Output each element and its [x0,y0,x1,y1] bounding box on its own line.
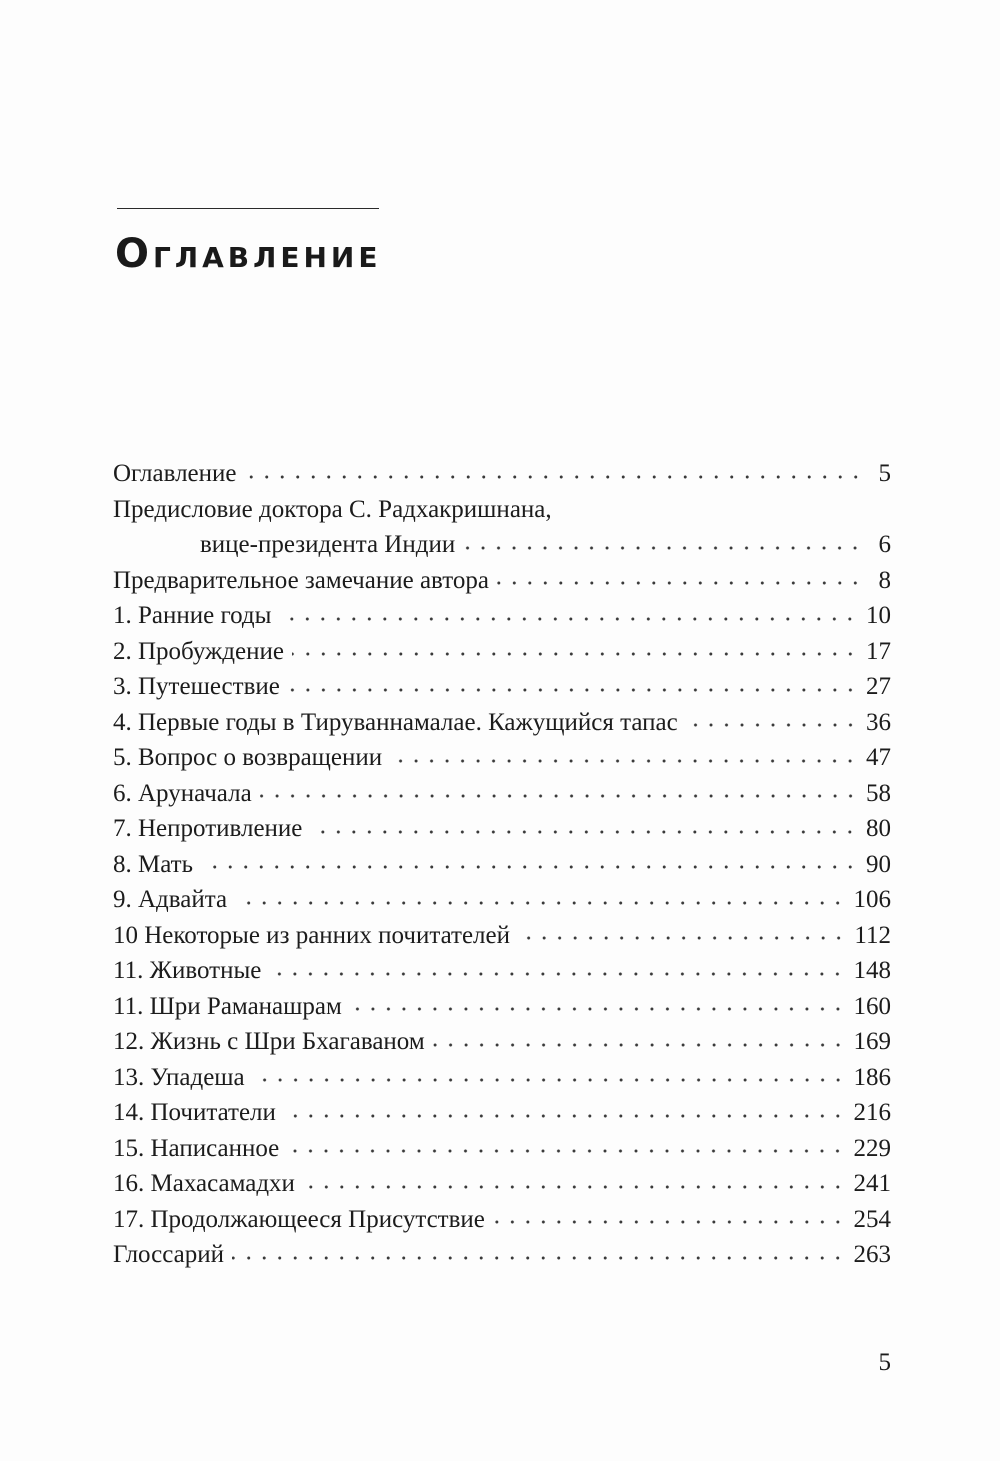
dot-leader [463,543,863,553]
toc-entry-title: 3. Путешествие [113,673,280,700]
toc-entry-page: 6 [878,531,891,558]
toc-entry-page: 148 [853,957,891,984]
toc-entry[interactable] [113,1202,891,1238]
dot-leader [493,1217,846,1227]
toc-entry-page: 160 [853,992,891,1020]
toc-entry-page: 5 [878,460,891,487]
toc-entry[interactable] [113,1131,891,1167]
toc-entry-title: 9. Адвайта [113,886,228,913]
toc-entry-title: 7. Непротивление [113,815,303,842]
toc-entry-page: 263 [853,1241,891,1268]
toc-entry[interactable] [113,918,891,954]
page-title: Оглавление [115,231,382,277]
dot-leader [497,578,863,588]
toc-entry[interactable] [113,1095,891,1131]
toc-entry-title: 4. Первые годы в Тируваннамалае. Кажущийся тапас [113,708,678,736]
toc-entry-title: 12. Жизнь с Шри Бхагаваном [113,1028,425,1055]
dot-leader [269,969,845,979]
dot-leader [303,1182,846,1192]
toc-entry-title: 17. Продолжающееся Присутствие [113,1205,485,1233]
dot-leader [235,898,845,908]
toc-entry-title: 8. Мать [113,850,194,878]
toc-entry-page: 241 [853,1170,891,1197]
toc-entry[interactable] [113,1166,891,1202]
toc-entry-title: 6. Аруначала [113,779,252,807]
dot-leader [284,1111,846,1121]
dot-leader [390,756,858,766]
toc-entry-title: Предисловие доктора С. Радхакришнана, [113,495,552,523]
toc-entry-page: 186 [853,1063,891,1091]
toc-entry[interactable] [113,598,891,634]
toc-entry-title: 13. Упадеша [113,1063,245,1091]
toc-entry-title-continued: вице-президента Индии [200,531,456,558]
dot-leader [433,1040,846,1050]
toc-entry[interactable] [113,669,891,705]
dot-leader [260,791,858,801]
dot-leader [201,862,858,872]
toc-entry-page: 58 [866,779,891,807]
dot-leader [253,1075,846,1085]
dot-leader [245,472,863,482]
toc-entry-page: 216 [853,1099,891,1126]
toc-entry-title: Оглавление [113,460,237,487]
toc-entry-page: 254 [853,1205,891,1233]
toc-entry-title: 2. Пробуждение [113,637,284,665]
toc-entry-page: 229 [853,1134,891,1162]
toc-entry[interactable] [113,563,891,599]
toc-entry[interactable] [113,1024,891,1060]
toc-entry-title: 10 Некоторые из ранних почитателей [113,921,511,949]
table-of-contents [113,456,891,1273]
toc-entry[interactable] [113,847,891,883]
toc-entry[interactable] [113,634,891,670]
toc-entry-title: 5. Вопрос о возвращении [113,744,383,771]
dot-leader [350,1004,846,1014]
toc-entry-title: 11. Животные [113,957,262,984]
dot-leader [310,827,858,837]
toc-entry-page: 106 [853,886,891,913]
toc-entry-title: 14. Почитатели [113,1099,276,1126]
page-number: 5 [878,1349,891,1376]
toc-entry[interactable] [113,1060,891,1096]
dot-leader [287,1146,845,1156]
toc-entry-page: 112 [854,921,891,949]
toc-entry[interactable] [113,882,891,918]
dot-leader [288,685,858,695]
dot-leader [279,614,858,624]
toc-entry-second-line [113,527,891,563]
toc-entry-title: 15. Написанное [113,1134,280,1162]
toc-entry-page: 90 [866,850,891,878]
toc-entry-page: 80 [866,815,891,842]
toc-entry-title: Предварительное замечание автора [113,566,489,594]
toc-entry-page: 10 [866,602,891,629]
dot-leader [292,649,858,659]
toc-entry[interactable] [113,953,891,989]
toc-entry-page: 27 [866,673,891,700]
toc-entry[interactable] [113,1237,891,1273]
toc-entry[interactable] [113,705,891,741]
toc-entry-page: 8 [878,566,891,594]
dot-leader [518,933,846,943]
title-rule [117,208,379,209]
dot-leader [686,720,858,730]
toc-entry[interactable] [113,811,891,847]
toc-entry-title: 1. Ранние годы [113,602,272,629]
toc-entry-first-line [113,492,891,528]
toc-entry-title: 16. Махасамадхи [113,1170,295,1197]
toc-entry-page: 17 [866,637,891,665]
toc-entry-title: 11. Шри Раманашрам [113,992,342,1020]
toc-entry-page: 36 [866,708,891,736]
dot-leader [232,1253,845,1263]
toc-entry-title: Глоссарий [113,1241,225,1268]
toc-entry[interactable] [113,989,891,1025]
toc-entry[interactable] [113,492,891,563]
toc-entry-page: 169 [853,1028,891,1055]
toc-entry-page: 47 [866,744,891,771]
toc-entry[interactable] [113,456,891,492]
toc-entry[interactable] [113,776,891,812]
toc-entry[interactable] [113,740,891,776]
